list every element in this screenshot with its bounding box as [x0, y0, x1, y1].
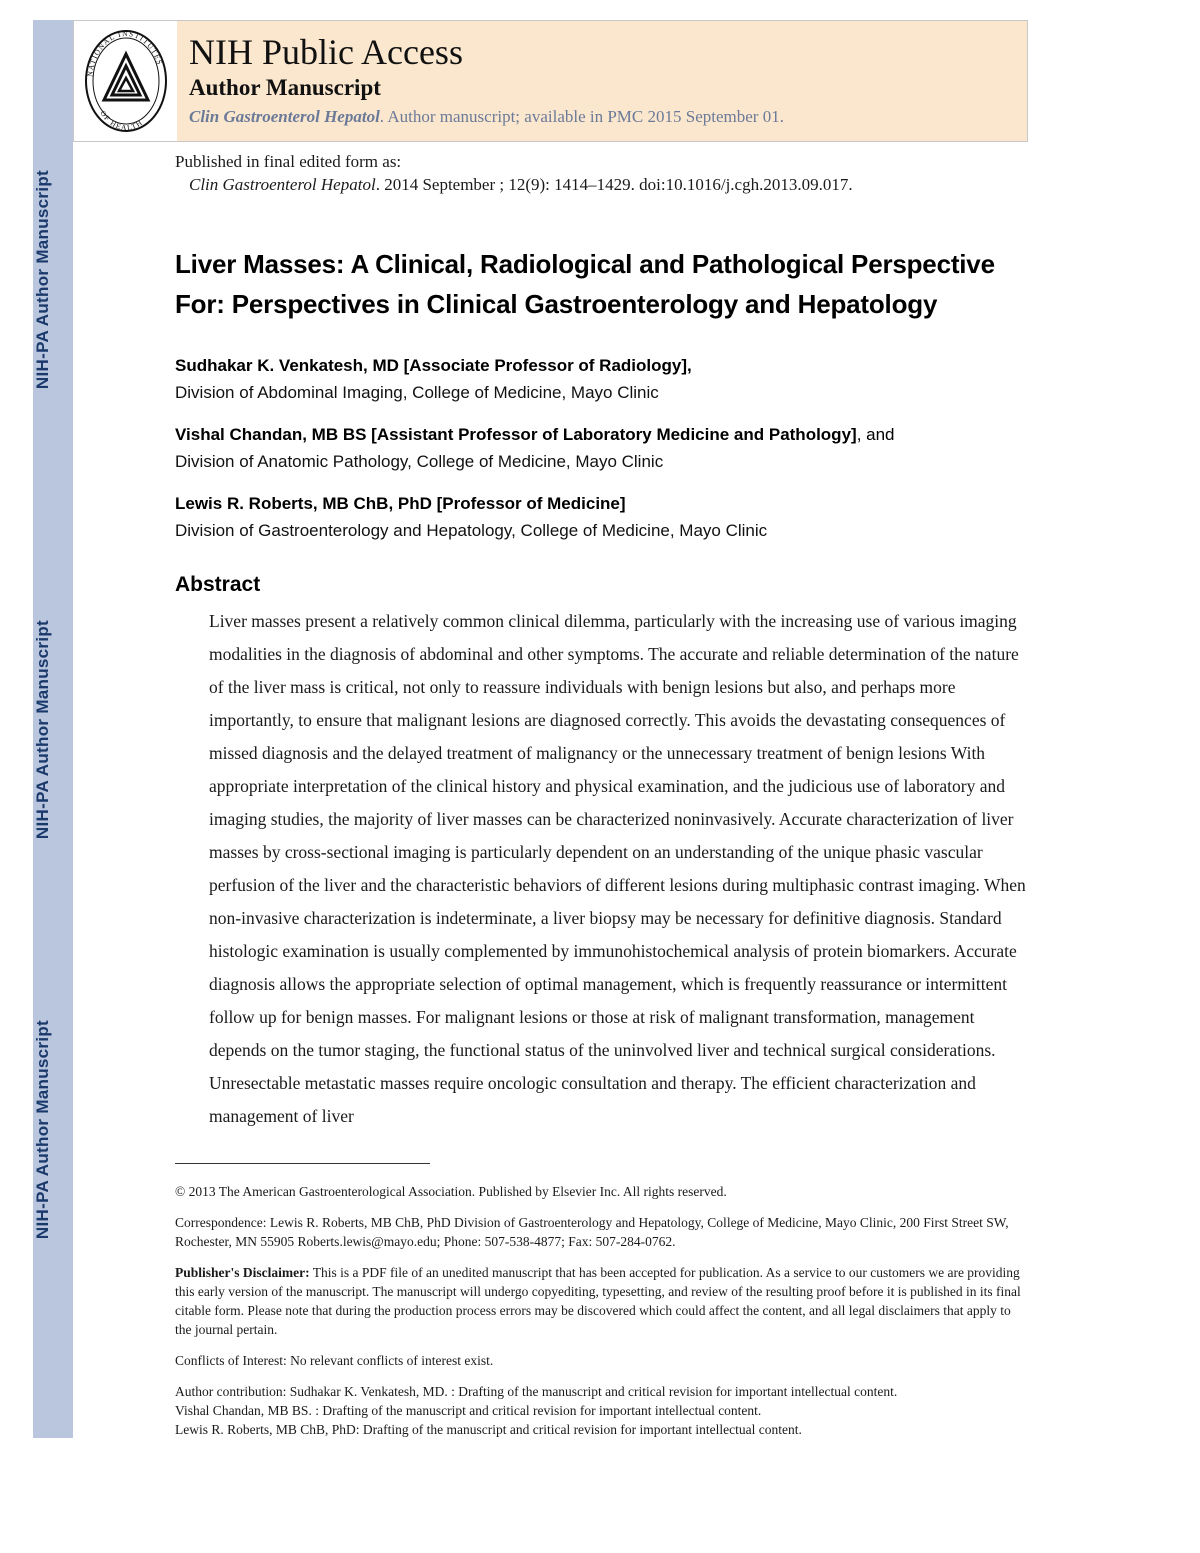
- author-entry: [175, 423, 1028, 474]
- svg-text:NATIONAL INSTITUTES: NATIONAL INSTITUTES: [84, 28, 165, 78]
- footnotes-section: [175, 1182, 1028, 1451]
- author-entry: [175, 492, 1028, 543]
- nih-logo-svg: [78, 26, 174, 136]
- author-name-text: Sudhakar K. Venkatesh, MD [Associate Professor of Radiology],: [175, 356, 692, 375]
- footnote-disclaimer-label: Publisher's Disclaimer:: [175, 1265, 310, 1280]
- footnote-contribution-3: Lewis R. Roberts, MB ChB, PhD: Drafting of the manuscript and critical revision for important intellectual content.: [175, 1422, 802, 1437]
- author-name-text: Lewis R. Roberts, MB ChB, PhD [Professor of Medicine]: [175, 494, 626, 513]
- author-affiliation: Division of Gastroenterology and Hepatology, College of Medicine, Mayo Clinic: [175, 521, 768, 540]
- banner-citation-rest: . Author manuscript; available in PMC 2015 September 01.: [379, 107, 784, 126]
- footnote-correspondence: Correspondence: Lewis R. Roberts, MB ChB, PhD Division of Gastroenterology and Hepatology, College of Medicine, Mayo Clinic, 200 First Street SW, Rochester, MN 55905 Roberts.lewis@mayo.edu; Phone: 507-538-4877; Fax: 507-284-0762.: [175, 1215, 1009, 1249]
- author-name-trailing: , and: [856, 425, 895, 444]
- published-journal: Clin Gastroenterol Hepatol: [189, 175, 376, 194]
- published-info: [175, 150, 1028, 196]
- article-content: [175, 150, 1028, 1133]
- abstract-text: Liver masses present a relatively common clinical dilemma, particularly with the increasing use of various imaging modalities in the diagnosis of abdominal and other symptoms. The accurate and reliable determination of the nature of the liver mass is critical, not only to reassure individuals with benign lesions but also, and perhaps more importantly, to ensure that malignant lesions are diagnosed correctly. This avoids the devastating consequences of missed diagnosis and the delayed treatment of malignancy or the unnecessary treatment of benign lesions With appropriate interpretation of the clinical history and physical examination, and the judicious use of laboratory and imaging studies, the majority of liver masses can be characterized noninvasively. Accurate characterization of liver masses by cross-sectional imaging is particularly dependent on an understanding of the unique phasic vascular perfusion of the liver and the characteristic behaviors of different lesions during multiphasic contrast imaging. When non-invasive characterization is indeterminate, a liver biopsy may be necessary for definitive diagnosis. Standard histologic examination is usually complemented by immunohistochemical analysis of protein biomarkers. Accurate diagnosis allows the appropriate selection of optimal management, which is frequently reassurance or intermittent follow up for benign masses. For malignant lesions or those at risk of malignant transformation, management depends on the tumor staging, the functional status of the uninvolved liver and technical surgical considerations. Unresectable metastatic masses require oncologic consultation and therapy. The efficient characterization and management of liver: [209, 611, 1026, 1126]
- author-entry: [175, 354, 1028, 405]
- banner-title: NIH Public Access: [189, 32, 463, 72]
- author-name: [175, 492, 1028, 516]
- footnote-disclaimer: [175, 1263, 1028, 1339]
- footnote-conflicts: Conflicts of Interest: No relevant conflicts of interest exist.: [175, 1353, 494, 1368]
- nih-logo-icon: [74, 21, 177, 141]
- banner-citation: [189, 106, 1019, 128]
- footnote-copyright: © 2013 The American Gastroenterological Association. Published by Elsevier Inc. All rights reserved.: [175, 1184, 727, 1199]
- svg-text:OF HEALTH: OF HEALTH: [97, 108, 145, 133]
- nih-public-access-banner: [73, 20, 1028, 142]
- page-title: Liver Masses: A Clinical, Radiological and Pathological Perspective For: Perspectives in Clinical Gastroenterology and Hepatology: [175, 249, 995, 319]
- author-name-text: Vishal Chandan, MB BS [Assistant Professor of Laboratory Medicine and Pathology]: [175, 425, 857, 444]
- published-label: Published in final edited form as:: [175, 152, 402, 171]
- published-details: . 2014 September ; 12(9): 1414–1429. doi:10.1016/j.cgh.2013.09.017.: [375, 175, 853, 194]
- banner-subtitle: Author Manuscript: [189, 75, 381, 100]
- author-name: [175, 354, 1028, 378]
- footnote-divider: [175, 1163, 430, 1164]
- author-name: [175, 423, 1028, 447]
- footnote-disclaimer-text: This is a PDF file of an unedited manuscript that has been accepted for publication. As a service to our customers we are providing this early version of the manuscript. The manuscript will undergo copyediting, typesetting, and review of the resulting proof before it is published in its final citable form. Please note that during the production process errors may be discovered which could affect the content, and all legal disclaimers that apply to the journal pertain.: [175, 1265, 1021, 1337]
- footnote-contribution-1: Author contribution: Sudhakar K. Venkatesh, MD. : Drafting of the manuscript and critical revision for important intellectual content.: [175, 1384, 898, 1399]
- banner-text-group: [189, 31, 1019, 128]
- sidebar-author-manuscript-bar: [33, 20, 73, 1438]
- published-citation: [175, 173, 1028, 196]
- sidebar-label-1: NIH-PA Author Manuscript: [33, 170, 52, 390]
- sidebar-label-3: NIH-PA Author Manuscript: [33, 1020, 52, 1240]
- footnote-contribution-2: Vishal Chandan, MB BS. : Drafting of the manuscript and critical revision for important intellectual content.: [175, 1403, 762, 1418]
- author-affiliation: Division of Anatomic Pathology, College of Medicine, Mayo Clinic: [175, 452, 664, 471]
- author-affiliation: Division of Abdominal Imaging, College of Medicine, Mayo Clinic: [175, 383, 659, 402]
- abstract-heading: Abstract: [175, 573, 261, 596]
- author-list: [175, 354, 1028, 543]
- footnote-contributions: [175, 1382, 1028, 1439]
- banner-journal-name: Clin Gastroenterol Hepatol: [189, 107, 380, 126]
- sidebar-label-2: NIH-PA Author Manuscript: [33, 620, 52, 840]
